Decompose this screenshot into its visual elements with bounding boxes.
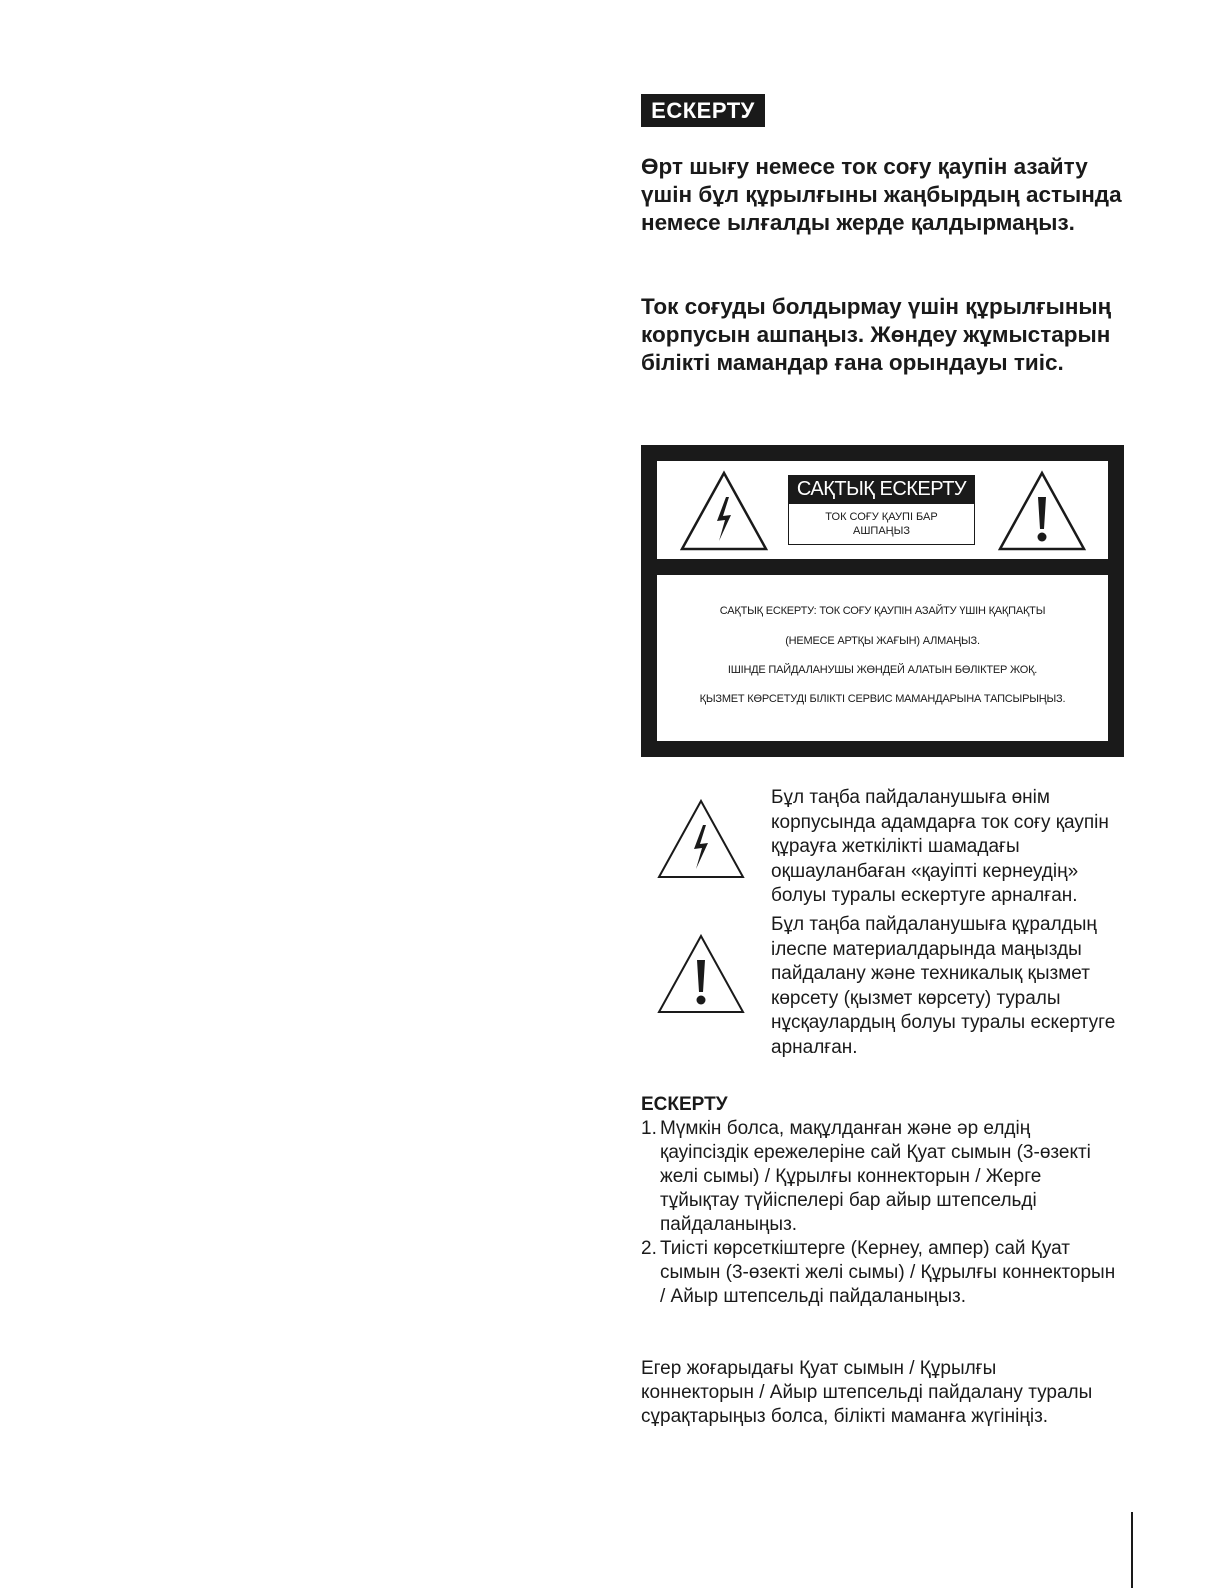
- final-paragraph: Егер жоғарыдағы Қуат сымын / Құрылғы коннекторын / Айыр штепсельді пайдалану туралы сұрақтарыңыз болса, білікті маманға жүгініңіз.: [641, 1358, 1093, 1427]
- warning-badge: ЕСКЕРТУ: [641, 94, 765, 127]
- caution-box: [641, 445, 1124, 757]
- note-list: [641, 1117, 1121, 1309]
- caution-line-4: ҚЫЗМЕТ КӨРСЕТУДІ БІЛІКТІ СЕРВИС МАМАНДАРЫНА ТАПСЫРЫҢЫЗ.: [699, 693, 1066, 705]
- caution-sub-line-2: АШПАҢЫЗ: [853, 525, 910, 537]
- caution-line-3: ІШІНДЕ ПАЙДАЛАНУШЫ ЖӨНДЕЙ АЛАТЫН БӨЛІКТЕР ЖОҚ.: [727, 664, 1038, 676]
- lightning-triangle-icon: [679, 469, 769, 553]
- note-text: Тиісті көрсеткіштерге (Кернеу, ампер) сай Қуат сымын (3-өзекті желі сымы) / Құрылғы коннекторын / Айыр штепсельді пайдаланыңыз.: [660, 1238, 1116, 1307]
- caution-sub-line-1: ТОК СОҒУ ҚАУПІ БАР: [825, 511, 938, 523]
- note-number: 2.: [641, 1238, 657, 1259]
- exclamation-triangle-icon: [997, 469, 1087, 553]
- caution-line-1: САҚТЫҚ ЕСКЕРТУ: ТОК СОҒУ ҚАУПІН АЗАЙТУ ҮШІН ҚАҚПАҚТЫ: [719, 605, 1046, 617]
- caution-sub-label: [788, 503, 975, 545]
- shock-warning-paragraph: Ток соғуды болдырмау үшін құрылғының корпусын ашпаңыз. Жөндеу жұмыстарын білікті мамандар ғана орындауы тиіс.: [641, 294, 1112, 375]
- note-text: Мүмкін болса, мақұлданған және әр елдің қауіпсіздік ережелеріне сай Қуат сымын (3-өзекті желі сымы) / Құрылғы коннекторын / Жерге тұйықтау түйіспелері бар айыр штепсельді пайдаланыңыз.: [660, 1118, 1091, 1235]
- caution-label: САҚТЫҚ ЕСКЕРТУ: [788, 475, 975, 503]
- caution-box-body: [657, 575, 1108, 741]
- note-number: 1.: [641, 1118, 657, 1139]
- page-margin-rule: [1131, 1512, 1133, 1588]
- note-item: [641, 1237, 1121, 1309]
- exclamation-symbol-description: Бұл таңба пайдаланушыға құралдың ілеспе материалдарында маңызды пайдалану және техникалық қызмет көрсету (қызмет көрсету) туралы нұсқаулардың болуы туралы ескертуге арналған.: [771, 914, 1116, 1058]
- note-item: [641, 1117, 1121, 1237]
- caution-box-header: [657, 461, 1108, 559]
- note-heading: ЕСКЕРТУ: [641, 1094, 728, 1115]
- lightning-symbol-description: Бұл таңба пайдаланушыға өнім корпусында адамдарға ток соғу қаупін құрауға жеткілікті шамадағы оқшауланбаған «қауіпті кернеудің» болуы туралы ескертуге арналған.: [771, 787, 1109, 906]
- lightning-triangle-icon: [656, 797, 746, 881]
- fire-warning-paragraph: Өрт шығу немесе ток соғу қаупін азайту үшін бұл құрылғыны жаңбырдың астында немесе ылғалды жерде қалдырмаңыз.: [641, 154, 1122, 235]
- caution-line-2: (НЕМЕСЕ АРТҚЫ ЖАҒЫН) АЛМАҢЫЗ.: [785, 635, 980, 647]
- exclamation-triangle-icon: [656, 932, 746, 1016]
